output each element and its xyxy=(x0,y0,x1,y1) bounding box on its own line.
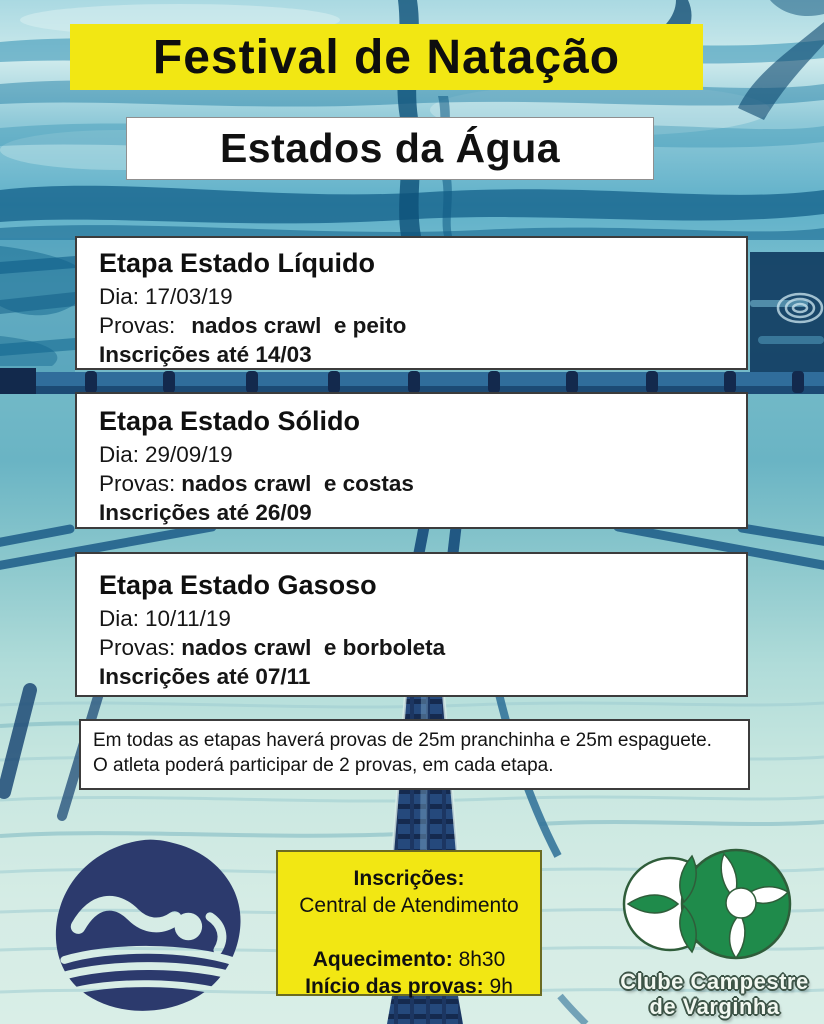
general-note-box xyxy=(79,719,750,790)
events-label: Provas: xyxy=(99,312,176,338)
note-line-1: Em todas as etapas haverá provas de 25m pranchinha e 25m espaguete. xyxy=(93,730,712,751)
stage-events-row xyxy=(99,312,738,341)
stage-card-solido xyxy=(75,392,748,529)
swimmer-logo xyxy=(50,836,248,1018)
date-value: 17/03/19 xyxy=(145,284,233,309)
stage-title: Etapa Estado Líquido xyxy=(99,248,376,278)
swimmer-logo-icon xyxy=(50,836,248,1018)
date-label: Dia: xyxy=(99,606,140,631)
club-name xyxy=(612,970,817,1020)
stage-title: Etapa Estado Sólido xyxy=(99,406,361,436)
stage-date-row xyxy=(99,441,738,470)
stage-date-row xyxy=(99,605,738,634)
stage-card-gasoso xyxy=(75,552,748,697)
club-name-line-1: Clube Campestre xyxy=(620,969,809,994)
poster-subtitle-banner xyxy=(126,117,654,180)
warmup-value: 8h30 xyxy=(458,947,506,971)
poster-subtitle: Estados da Água xyxy=(219,125,561,171)
stage-title: Etapa Estado Gasoso xyxy=(99,570,377,600)
date-label: Dia: xyxy=(99,442,140,467)
events-value: nados crawl e costas xyxy=(181,470,414,496)
poster-title-banner xyxy=(70,24,703,90)
registration-info-box xyxy=(276,850,542,996)
stage-deadline: Inscrições até 07/11 xyxy=(99,663,311,689)
start-label: Início das provas: xyxy=(305,974,484,998)
events-label: Provas: xyxy=(99,634,176,660)
stage-date-row xyxy=(99,283,738,312)
club-logo-icon xyxy=(620,845,810,967)
start-row xyxy=(278,973,540,1000)
club-name-line-2: de Varginha xyxy=(649,993,780,1019)
poster-title: Festival de Natação xyxy=(152,30,621,84)
stage-deadline: Inscrições até 14/03 xyxy=(99,341,312,367)
stage-events-row xyxy=(99,634,738,663)
stage-events-row xyxy=(99,470,738,499)
date-label: Dia: xyxy=(99,284,140,309)
note-line-2: O atleta poderá participar de 2 provas, em cada etapa. xyxy=(93,755,554,777)
warmup-label: Aquecimento: xyxy=(312,947,453,971)
events-label: Provas: xyxy=(99,470,176,496)
start-value: 9h xyxy=(489,974,513,998)
club-logo xyxy=(612,845,817,1020)
info-spacer xyxy=(278,920,540,946)
events-value: nados crawl e borboleta xyxy=(181,634,446,660)
events-value: nados crawl e peito xyxy=(191,312,407,338)
stage-card-liquido xyxy=(75,236,748,370)
inscriptions-value: Central de Atendimento xyxy=(299,894,519,918)
date-value: 29/09/19 xyxy=(145,442,233,467)
inscriptions-label: Inscrições: xyxy=(353,867,465,890)
stage-deadline: Inscrições até 26/09 xyxy=(99,499,312,525)
date-value: 10/11/19 xyxy=(145,606,231,631)
warmup-row xyxy=(278,946,540,973)
